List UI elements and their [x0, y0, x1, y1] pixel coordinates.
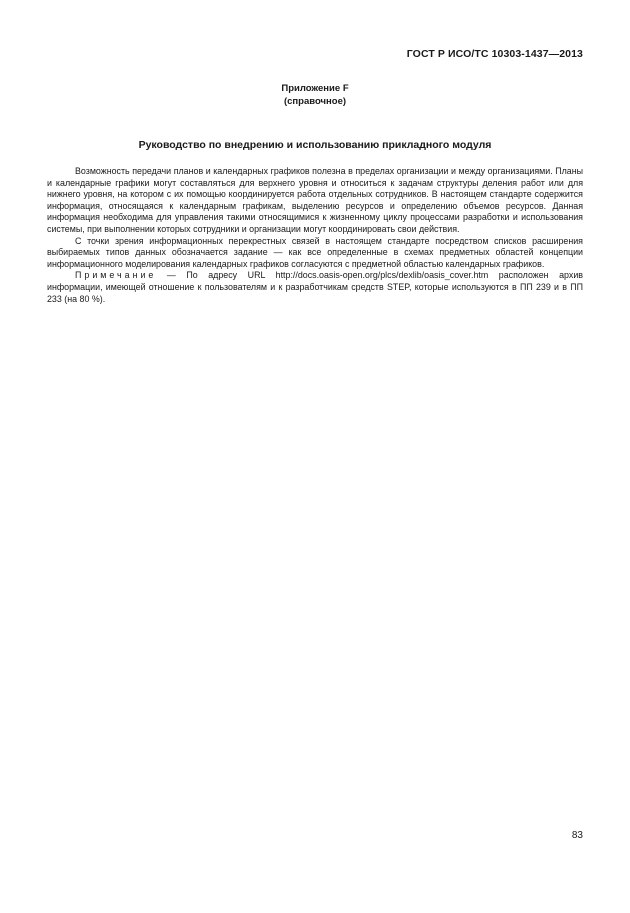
note-label: Примечание — [75, 270, 157, 281]
body-text — [47, 166, 583, 305]
annex-heading — [0, 82, 630, 108]
paragraph-intro: Возможность передачи планов и календарных графиков полезна в пределах организации и между организациями. Планы и календарные графики могут составляться для верхнего уровня и относиться к задачам структуры деления работ или для нижнего уровня, на котором с их помощью координируется работа отдельных сотрудников. В настоящем стандарте содержится информация, относящаяся к календарным графикам, выделению ресурсов и определению объемов ресурсов. Данная информация необходима для управления такими относящимися к жизненному циклу процессами разработки и использования системы, при выполнении которых сотрудники и организации могут координировать свои действия. — [47, 166, 583, 234]
annex-title: Приложение F — [281, 83, 349, 94]
standard-id-header: ГОСТ Р ИСО/ТС 10303-1437—2013 — [406, 48, 583, 60]
note-paragraph — [47, 270, 583, 305]
section-title: Руководство по внедрению и использованию прикладного модуля — [138, 139, 492, 151]
paragraph-cross-links: С точки зрения информационных перекрестных связей в настоящем стандарте посредством списков расширения выбираемых типов данных обозначается задание — как все определенные в схемах предметных областей концепции информационного моделирования календарных графиков согласуются с предметной областью календарных графиков. — [47, 235, 583, 269]
note-text: — По адресу URL http://docs.oasis-open.org/plcs/dexlib/oasis_cover.htm расположен архив информации, имеющей отношение к пользователям и к разработчикам средств STEP, которые используются в ПП 239 и в ПП 233 (на 80 %). — [47, 270, 583, 304]
page-number: 83 — [571, 830, 583, 841]
annex-type: (справочное) — [283, 96, 347, 107]
